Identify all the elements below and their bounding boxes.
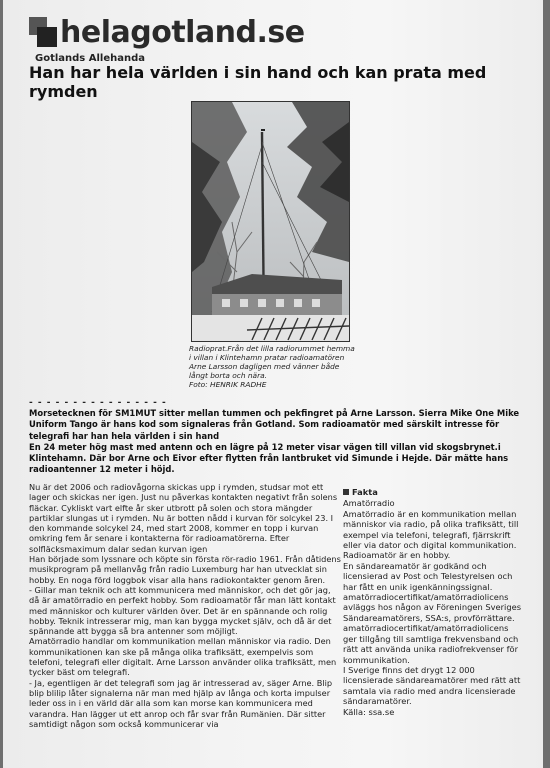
section-label: Gotlands Allehanda <box>35 53 146 64</box>
ingress-paragraph: En 24 meter hög mast med antenn och en lägre på 12 meter visar vägen till villan vid skogsbrynet.i Klintehamn. Där bor Arne och Eivor efter flytten från lantbruket vid Simunde i Hejde. Där mätte hans radioantenner 12 meter i höjd. <box>29 441 509 475</box>
fakta-paragraph: Amatörradio <box>343 498 395 509</box>
body-paragraph: Amatörradio handlar om kommunikation mellan människor via radio. Den kommunikationen kan ske på många olika trafiksätt, exempelvis som telefoni, telegrafi eller digitalt. Arne Larsson använder olika trafiksätt, men tycker bäst om telegrafi. <box>29 636 337 678</box>
body-paragraph: - Ja, egentligen är det telegrafi som jag är intresserad av, säger Arne. Blip blip blilip låter signalerna när man med hjälp av långa och korta impulser leder oss in i en värld där alla som kan morse kan kommunicera med varandra. Han lägger ut ett anrop och får svar från Rumänien. Där sitter samtidigt någon som också kommunicerar via <box>29 677 333 729</box>
fakta-box <box>343 487 523 717</box>
fakta-paragraph: I Sverige finns det drygt 12 000 licensierade sändareamatörer med rätt att samtala via radio med andra licensierade sändaramatörer. <box>343 664 521 707</box>
site-logo[interactable] <box>29 12 305 52</box>
fakta-paragraph: En sändareamatör är godkänd och licensierad av Post och Telestyrelsen och har fått en unik igenkänningssignal. <box>343 560 513 592</box>
fakta-heading <box>343 487 523 497</box>
fakta-paragraph: amatörradiocertifikat/amatörradiolicens ger tillgång till samtliga frekvensband och rätt att använda unika radiofrekvenser för kommunikation. <box>343 623 519 665</box>
body-paragraph: Han började som lyssnare och köpte sin första rör-radio 1961. Från dåtidens musikprogram på mellanvåg från radio Luxemburg har han utvecklat sin hobby. En noga förd loggbok visar alla hans radiokontakter genom åren. <box>29 554 341 585</box>
article-headline: Han har hela världen i sin hand och kan prata med rymden <box>29 63 487 101</box>
photo-caption-text: Radioprat.Från det lilla radiorummet hemma i villan i Klintehamn pratar radioamatören Arne Larsson dagligen med vänner både långt borta och nära. <box>189 344 355 380</box>
photo-caption <box>189 344 359 389</box>
logo-mark-icon <box>29 17 57 47</box>
article-photo <box>191 101 350 342</box>
ingress-paragraph: Morsetecknen för SM1MUT sitter mellan tummen och pekfingret på Arne Larsson. Sierra Mike One Mike Uniform Tango är hans kod som signaleras från Gotland. Som radioamatör med särskilt intresse för telegrafi har han hela världen i sin hand <box>29 408 520 441</box>
fakta-paragraph: amatörradiocertifikat/amatörradiolicens avläggs hos någon av Föreningen Sveriges Sändareamatörers, SSA:s, provförrättare. <box>343 592 522 623</box>
separator: - - - - - - - - - - - - - - - - <box>29 398 167 408</box>
site-name: helagotland.se <box>60 14 305 50</box>
article-body <box>29 482 341 729</box>
photo-credit: Foto: HENRIK RADHE <box>189 380 267 389</box>
fakta-source: Källa: ssa.se <box>343 706 395 717</box>
fakta-paragraph: Amatörradio är en kommunikation mellan människor via radio, på olika trafiksätt, till exempel via telefoni, telegrafi, fjärrskrift eller via dator och digital kommunikation. <box>343 508 519 551</box>
body-paragraph: Nu är det 2006 och radiovågorna skickas upp i rymden, studsar mot ett lager och skickas ner igen. Just nu påverkas kontakten negativt från solens fläckar. Cykliskt vart elfte år sker utbrott på solen och stora mängder partiklar slungas ut i rymden. Nu är botten nådd i kurvan för solcykel 23. I den kommande solcykel 24, med start 2008, kommer en topp i kurvan omkring fem år senare i kontakterna för radioamatörerna. Efter solfläcksmaximum dalar sedan kurvan igen <box>29 482 338 554</box>
newspaper-page <box>3 0 543 768</box>
article-ingress <box>29 408 529 476</box>
fakta-heading-text: Fakta <box>352 487 378 497</box>
bullet-square-icon <box>343 489 349 495</box>
fakta-paragraph: Radioamatör är en hobby. <box>343 550 451 561</box>
body-paragraph: - Gillar man teknik och att kommunicera med människor, och det gör jag, då är amatörradio en perfekt hobby. Som radioamatör får man lätt kontakt med människor och kulturer världen över. Det är en spännande och rolig hobby. Teknik intresserar mig, man kan bygga mycket själv, och då är det spännande att bygga så bra antenner som möjligt. <box>29 584 336 637</box>
